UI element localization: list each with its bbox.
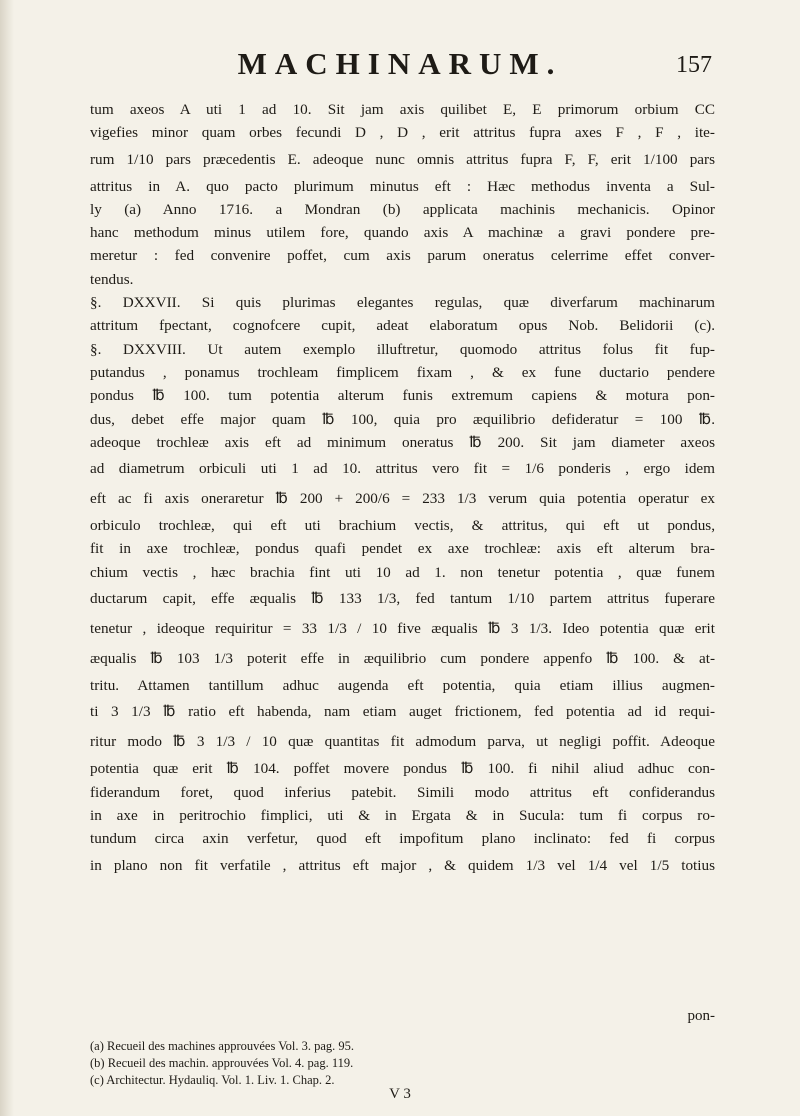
text-line: ritur modo ℔ 3 1/3 / 10 quæ quantitas fit admodum parva, ut negligi poffit. Adeoque — [90, 733, 715, 751]
text-line: tum axeos A uti 1 ad 10. Sit jam axis quilibet E, E primorum orbium CC — [90, 101, 715, 118]
page-number: 157 — [676, 52, 712, 78]
signature-mark: V 3 — [389, 1086, 411, 1102]
text-line: ly (a) Anno 1716. a Mondran (b) applicata machinis mechanicis. Opinor — [90, 200, 715, 218]
text-line: tundum circa axin verfetur, quod eft impofitum plano inclinato: fed fi corpus — [90, 830, 715, 848]
text-line: tritu. Attamen tantillum adhuc augenda eft potentia, quia etiam illius augmen- — [90, 677, 715, 695]
main-text — [90, 98, 715, 881]
text-line: tenetur , ideoque requiritur = 33 1/3 / 10 five æqualis ℔ 3 1/3. Ideo potentia quæ erit — [90, 620, 715, 638]
footnotes — [90, 1038, 710, 1089]
text-line: ductarum capit, effe æqualis ℔ 133 1/3, fed tantum 1/10 partem attritus fuperare — [90, 590, 715, 608]
text-line: chium vectis , hæc brachia fint uti 10 ad 1. non tenetur potentia , quæ funem — [90, 563, 715, 581]
text-line: tendus. — [90, 270, 134, 288]
text-line: ti 3 1/3 ℔ ratio eft habenda, nam etiam auget frictionem, fed potentia ad id requi- — [90, 703, 715, 721]
text-line: §. DXXVII. Si quis plurimas elegantes regulas, quæ diverfarum machinarum — [90, 294, 715, 312]
page-header — [0, 46, 800, 86]
text-line: fiderandum foret, quod inferius patebit. Simili modo attritus eft confiderandus — [90, 783, 715, 801]
text-line: putandus , ponamus trochleam fimplicem fixam , & ex fune ductario pendere — [90, 363, 715, 381]
text-line: attritum fpectant, cognofcere cupit, adeat elaboratum opus Nob. Belidorii (c). — [90, 317, 715, 335]
footnote: (c) Architectur. Hydauliq. Vol. 1. Liv. 1. Chap. 2. — [90, 1073, 335, 1087]
text-line: æqualis ℔ 103 1/3 poterit effe in æquilibrio cum pondere appenfo ℔ 100. & at- — [90, 650, 715, 668]
text-line: ad diametrum orbiculi uti 1 ad 10. attritus vero fit = 1/6 ponderis , ergo idem — [90, 460, 715, 478]
catchword: pon- — [687, 1008, 715, 1024]
text-line: rum 1/10 pars præcedentis E. adeoque nunc omnis attritus fupra F, F, erit 1/100 pars — [90, 150, 715, 168]
text-line: pondus ℔ 100. tum potentia alterum funis extremum capiens & motura pon- — [90, 387, 715, 405]
footnote: (b) Recueil des machin. approuvées Vol. 4. pag. 119. — [90, 1056, 354, 1070]
text-line: in plano non fit verfatile , attritus eft major , & quidem 1/3 vel 1/4 vel 1/5 totius — [90, 856, 715, 874]
running-head: MACHINARUM. — [237, 46, 563, 81]
text-line: eft ac fi axis oneraretur ℔ 200 + 200/6 = 233 1/3 verum quia potentia operatur ex — [90, 490, 715, 508]
text-line: meretur : fed convenire poffet, cum axis parum oneratus celerrime effet conver- — [90, 247, 715, 265]
text-line: adeoque trochleæ axis eft ad minimum oneratus ℔ 200. Sit jam diameter axeos — [90, 433, 715, 451]
text-line: §. DXXVIII. Ut autem exemplo illuftretur, quomodo attritus folus fit fup- — [90, 340, 715, 358]
text-line: orbiculo trochleæ, qui eft uti brachium vectis, & attritus, qui eft ut pondus, — [90, 517, 715, 535]
text-line: fit in axe trochleæ, pondus quafi pendet ex axe trochleæ: axis eft alterum bra- — [90, 540, 715, 558]
text-line: hanc methodum minus utilem fore, quando axis A machinæ a gravi pondere pre- — [90, 224, 715, 242]
page-edge-shadow — [0, 0, 14, 1116]
text-line: attritus in A. quo pacto plurimum minutus eft : Hæc methodus inventa a Sul- — [90, 177, 715, 195]
text-line: in axe in peritrochio fimplici, uti & in Ergata & in Sucula: tum fi corpus ro- — [90, 806, 715, 824]
text-line: vigefies minor quam orbes fecundi D , D , erit attritus fupra axes F , F , ite- — [90, 124, 715, 142]
text-line: potentia quæ erit ℔ 104. poffet movere pondus ℔ 100. fi nihil aliud adhuc con- — [90, 760, 715, 778]
text-line: dus, debet effe major quam ℔ 100, quia pro æquilibrio defideratur = 100 ℔. — [90, 410, 715, 428]
footnote: (a) Recueil des machines approuvées Vol. 3. pag. 95. — [90, 1039, 355, 1053]
